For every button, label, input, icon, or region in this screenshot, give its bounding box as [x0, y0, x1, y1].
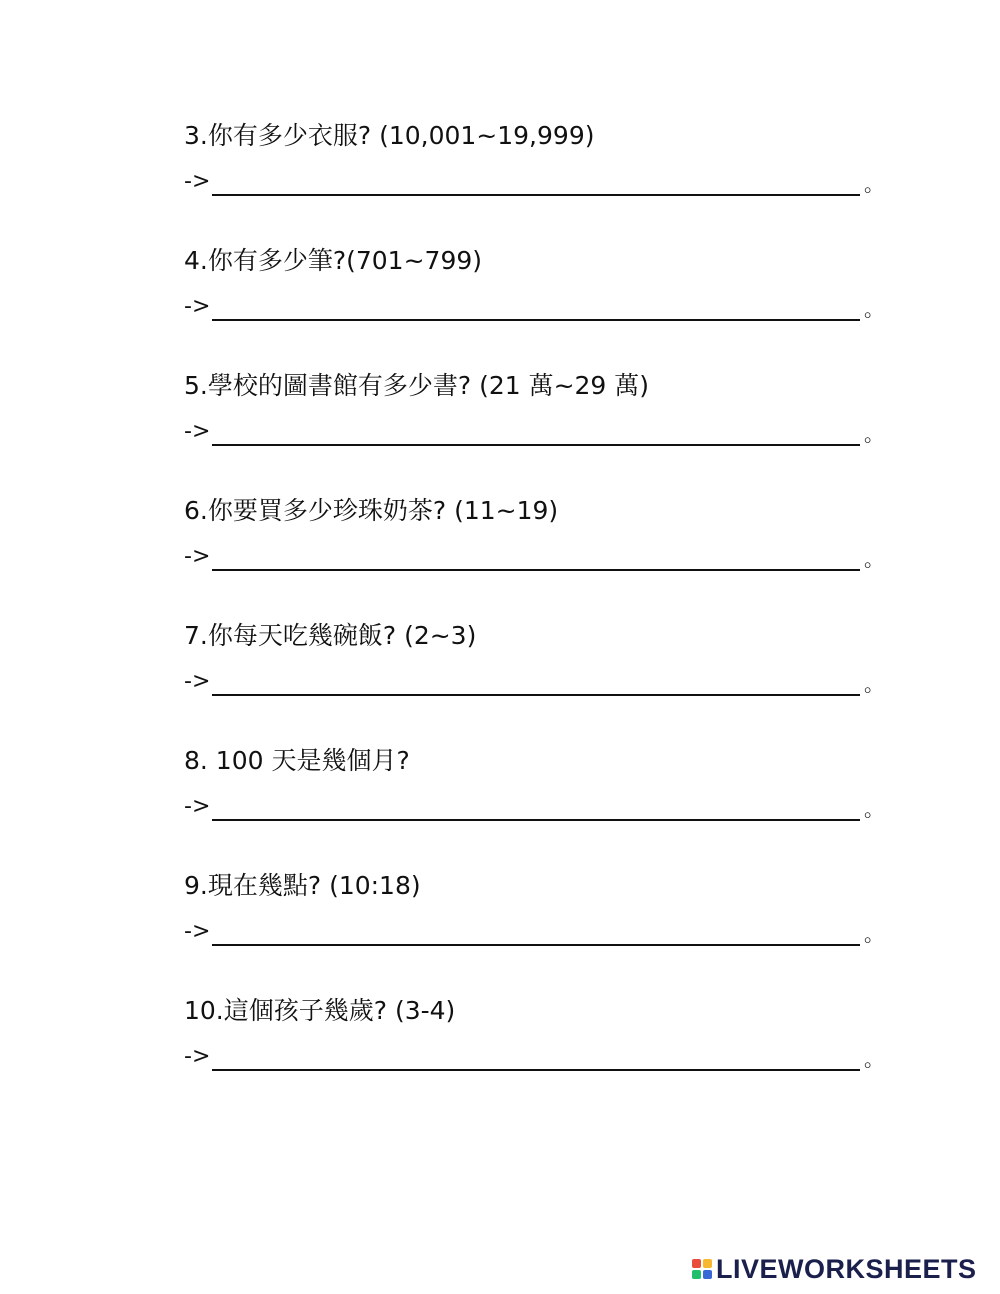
answer-row — [184, 162, 884, 196]
question-text: 7.你每天吃幾碗飯? (2~3) — [184, 621, 477, 650]
logo-square-red — [692, 1259, 701, 1268]
period-mark: 。 — [864, 547, 884, 571]
period-mark: 。 — [864, 172, 884, 196]
question-item-7 — [184, 618, 884, 743]
liveworksheets-logo — [692, 1254, 977, 1284]
arrow-prefix: -> — [184, 544, 211, 569]
arrow-prefix: -> — [184, 794, 211, 819]
period-mark: 。 — [864, 672, 884, 696]
question-text: 4.你有多少筆?(701~799) — [184, 246, 483, 275]
answer-input-5[interactable] — [212, 420, 860, 446]
question-text: 8. 100 天是幾個月? — [184, 746, 410, 775]
arrow-prefix: -> — [184, 169, 211, 194]
period-mark: 。 — [864, 1047, 884, 1071]
arrow-prefix: -> — [184, 1044, 211, 1069]
arrow-prefix: -> — [184, 419, 211, 444]
question-text: 5.學校的圖書館有多少書? (21 萬~29 萬) — [184, 371, 650, 400]
answer-row — [184, 912, 884, 946]
question-item-6 — [184, 493, 884, 618]
answer-input-4[interactable] — [212, 295, 860, 321]
question-item-4 — [184, 243, 884, 368]
question-text: 6.你要買多少珍珠奶茶? (11~19) — [184, 496, 559, 525]
question-item-5 — [184, 368, 884, 493]
logo-squares-icon — [692, 1259, 712, 1279]
period-mark: 。 — [864, 297, 884, 321]
question-item-10 — [184, 993, 884, 1118]
period-mark: 。 — [864, 922, 884, 946]
answer-input-3[interactable] — [212, 170, 860, 196]
logo-square-green — [692, 1270, 701, 1279]
worksheet — [184, 118, 884, 1118]
answer-row — [184, 1037, 884, 1071]
answer-input-7[interactable] — [212, 670, 860, 696]
question-item-3 — [184, 118, 884, 243]
question-item-8 — [184, 743, 884, 868]
period-mark: 。 — [864, 422, 884, 446]
answer-input-10[interactable] — [212, 1045, 860, 1071]
period-mark: 。 — [864, 797, 884, 821]
brand-name: LIVEWORKSHEETS — [716, 1253, 977, 1284]
answer-row — [184, 787, 884, 821]
answer-input-6[interactable] — [212, 545, 860, 571]
answer-input-9[interactable] — [212, 920, 860, 946]
arrow-prefix: -> — [184, 294, 211, 319]
answer-row — [184, 662, 884, 696]
question-text: 10.這個孩子幾歲? (3-4) — [184, 996, 456, 1025]
answer-row — [184, 412, 884, 446]
logo-square-blue — [703, 1270, 712, 1279]
question-item-9 — [184, 868, 884, 993]
arrow-prefix: -> — [184, 669, 211, 694]
logo-square-yellow — [703, 1259, 712, 1268]
question-text: 3.你有多少衣服? (10,001~19,999) — [184, 121, 595, 150]
answer-input-8[interactable] — [212, 795, 860, 821]
question-text: 9.現在幾點? (10:18) — [184, 871, 421, 900]
arrow-prefix: -> — [184, 919, 211, 944]
answer-row — [184, 287, 884, 321]
answer-row — [184, 537, 884, 571]
